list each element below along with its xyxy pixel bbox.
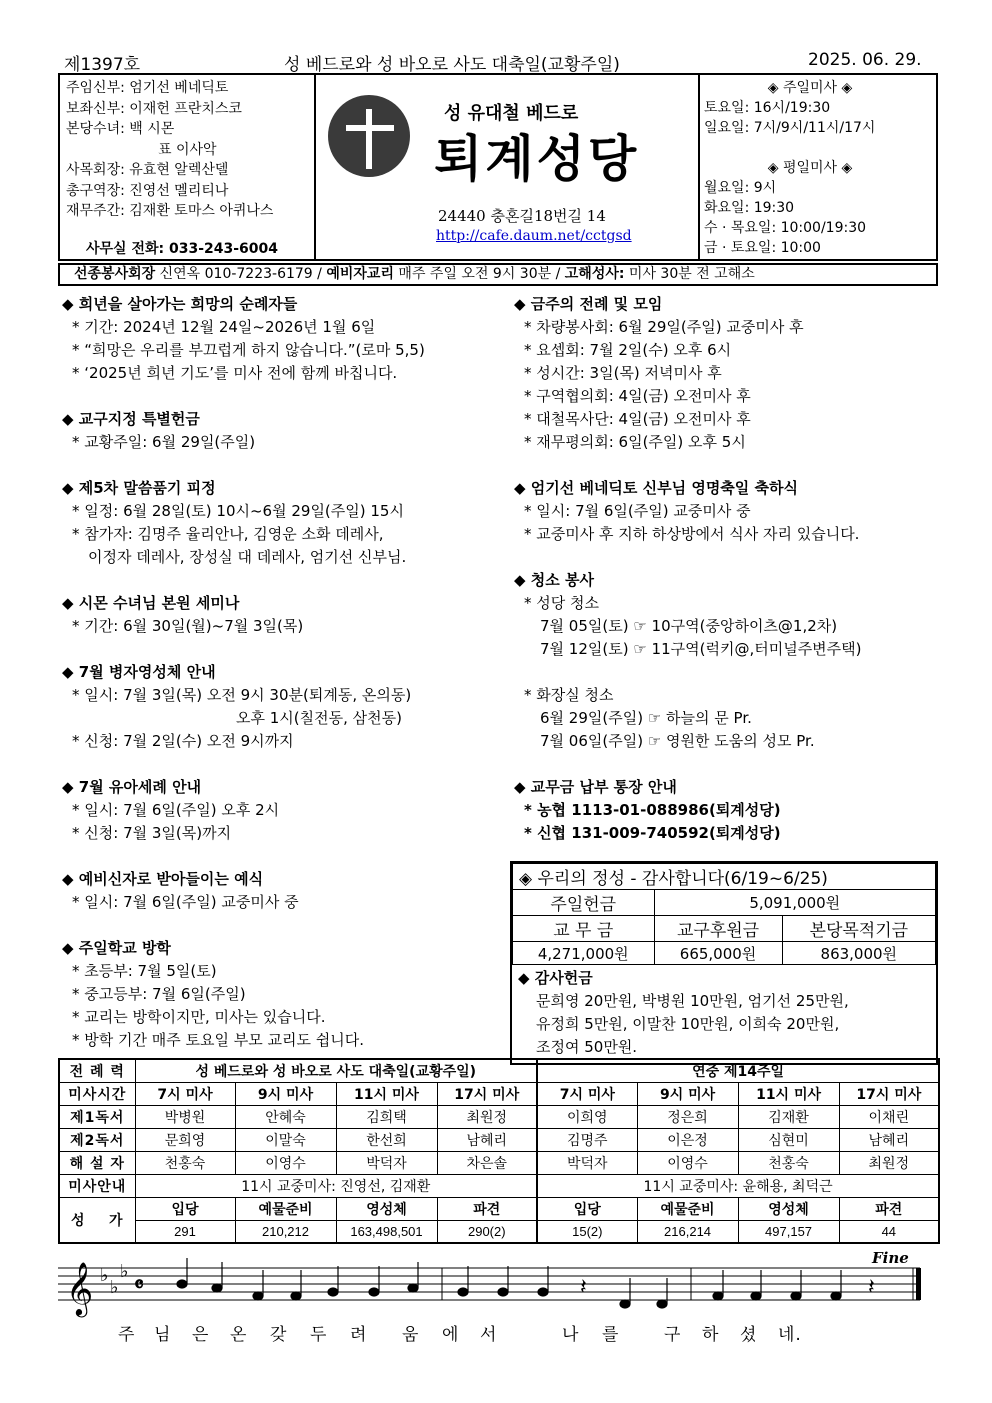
section-sick-communion: ◆ 7월 병자영성체 안내 * 일시: 7월 3일(목) 오전 9시 30분(퇴계동, 온의동) 오후 1시(칠전동, 삼천동) * 신청: 7월 2일(수) 오전 9시까지: [62, 663, 412, 750]
staff-row: 표 이사악: [158, 141, 217, 158]
row-label: 제2독서: [59, 1128, 135, 1151]
sunday-offering-label: 주일헌금: [513, 890, 655, 916]
donation-header: 교 무 금: [513, 916, 655, 942]
parish-subtitle: 성 유대철 베드로: [444, 103, 579, 124]
sunday-offering-value: 5,091,000원: [654, 890, 935, 916]
staff-row: 주임신부: 엄기선 베네딕토: [66, 80, 229, 96]
mass-line: 화요일: 19:30: [704, 200, 795, 216]
mass-line: 금 · 토요일: 10:00: [704, 240, 821, 256]
donation-value: 665,000원: [654, 942, 782, 965]
weekday-mass-title: ◈ 평일미사 ◈: [767, 160, 853, 176]
parish-address: 24440 충혼길18번길 14: [438, 207, 606, 225]
staff-list: [60, 75, 316, 259]
hymn-score: [58, 1248, 938, 1358]
info-bar: 선종봉사회장 신연옥 010-7223-6179 / 예비자교리 매주 주일 오전 9시 30분 / 고해성사: 미사 30분 전 고해소: [58, 263, 938, 286]
section-infant-baptism: ◆ 7월 유아세례 안내 * 일시: 7월 6일(주일) 오후 2시 * 신청: 7월 3일(목)까지: [62, 778, 280, 842]
cross-logo-icon: [328, 95, 410, 177]
parish-url-link[interactable]: http://cafe.daum.net/cctgsd: [436, 228, 632, 244]
issue-date: 2025. 06. 29.: [808, 50, 922, 70]
row-label: 성 가: [59, 1197, 135, 1243]
section-retreat: ◆ 제5차 말씀품기 피정 * 일정: 6월 28일(토) 10시~6월 29일(주일) 15시 * 참가자: 김명주 율리안나, 김영운 소화 데레사, 이정자 데레사, 장성실 대 데레사, 엄기선 신부님.: [62, 479, 407, 566]
svg-text:𝄴: 𝄴: [134, 1272, 144, 1298]
feast-title: 성 베드로와 성 바오로 사도 대축일(교황주일): [284, 55, 620, 75]
rest-icon: 𝄽: [868, 1275, 875, 1300]
sunday-mass-title: ◈ 주일미사 ◈: [767, 80, 853, 96]
staff-row: 보좌신부: 이재헌 프란치스코: [66, 100, 242, 117]
staff-row: 본당수녀: 백 시몬: [66, 121, 175, 137]
staff-row: 재무주간: 김재환 토마스 아퀴나스: [66, 203, 274, 219]
section-sunday-school: ◆ 주일학교 방학 * 초등부: 7월 5일(토) * 중고등부: 7월 6일(주일) * 교리는 방학이지만, 미사는 있습니다. * 방학 기간 매주 토요일 부모 교리도 쉽니다.: [62, 939, 364, 1049]
section-cleaning: ◆ 청소 봉사 * 성당 청소 7월 05일(토) ☞ 10구역(중앙하이츠@1,2차) 7월 12일(토) ☞ 11구역(럭키@,터미널주변주택) * 화장실 청소 6월 29일(주일) ☞ 하늘의 문 Pr. 7월 06일(주일) ☞ 영원한 도움의 성모 Pr.: [514, 571, 862, 750]
mass-line: 토요일: 16시/19:30: [704, 100, 831, 116]
masthead: [58, 73, 938, 261]
svg-text:♭: ♭: [110, 1277, 119, 1298]
row-label: 미사안내: [59, 1174, 135, 1197]
staff-row: 사목회장: 유효현 알렉산델: [66, 162, 229, 178]
fine-marking: Fine: [872, 1249, 909, 1267]
thanks-offering: ◆ 감사헌금 문희영 20만원, 박병원 10만원, 엄기선 25만원, 유정희 5만원, 이말찬 10만원, 이희숙 20만원, 조정여 50만원.: [518, 969, 849, 1056]
parish-logo-area: [316, 75, 698, 259]
row-label: 전 례 력: [59, 1059, 135, 1082]
row-label: 미사시간: [59, 1082, 135, 1105]
parish-name: 퇴계성당: [434, 130, 640, 188]
staff-row: 총구역장: 진영선 멜리티나: [66, 182, 229, 199]
section-seminar: ◆ 시몬 수녀님 본원 세미나 * 기간: 6월 30일(월)~7월 3일(목): [62, 594, 304, 635]
svg-text:♭: ♭: [120, 1261, 129, 1282]
issue-number: 제1397호: [64, 55, 141, 75]
office-phone: 사무실 전화: 033-243-6004: [86, 241, 278, 257]
section-special-collection: ◆ 교구지정 특별헌금 * 교황주일: 6월 29일(주일): [62, 410, 256, 451]
section-bank-accounts: ◆ 교무금 납부 통장 안내 * 농협 1113-01-088986(퇴계성당) * 신협 131-009-740592(퇴계성당): [514, 778, 781, 842]
section-feast-celebration: ◆ 엄기선 베네딕토 신부님 영명축일 축하식 * 일시: 7월 6일(주일) 교중미사 중 * 교중미사 후 지하 하상방에서 식사 자리 있습니다.: [514, 479, 860, 543]
week-title: 연중 제14주일: [537, 1059, 939, 1082]
section-jubilee: ◆ 희년을 살아가는 희망의 순례자들 * 기간: 2024년 12월 24일~2026년 1월 6일 * “희망은 우리를 부끄럽게 하지 않습니다.”(로마 5,5) * ‘2025년 희년 기도’를 미사 전에 함께 바칩니다.: [62, 295, 425, 382]
donation-value: 863,000원: [782, 942, 935, 965]
liturgy-schedule: 전 례 력 성 베드로와 성 바오로 사도 대축일(교황주일) 연중 제14주일 미사시간 7시 미사 9시 미사 11시 미사 17시 미사 7시 미사 9시 미사 11시 미사 17시 미사 제1독서 박병원 안혜숙 김희택 최원정 이희영 정은희 김재환 이채린 제2독서 문희영 이말숙 한선희 남혜리 김명주 이은정 심현미 남혜리 해 설 자 천홍숙 이영수 박덕자 차은솔 박덕자 이영수 천홍숙 최원정 미사안내 11시 교중미사: 진영선, 김재환 11시 교중미사: 윤해용, 최덕근 성 가 입당 예물준비 영성체 파견 입당 예물준비 영성체 파견 291 210,212 163,498,501 290(2) 15(2) 216,214 497,157 44: [58, 1058, 938, 1244]
rest-icon: 𝄽: [580, 1275, 587, 1300]
row-label: 해 설 자: [59, 1151, 135, 1174]
donation-header: 교구후원금: [654, 916, 782, 942]
mass-line: 수 · 목요일: 10:00/19:30: [704, 220, 867, 236]
donation-header: 본당목적기금: [782, 916, 935, 942]
mass-info: 11시 교중미사: 윤해용, 최덕근: [537, 1174, 939, 1197]
section-catechumen-rite: ◆ 예비신자로 받아들이는 예식 * 일시: 7월 6일(주일) 교중미사 중: [62, 870, 299, 911]
week-title: 성 베드로와 성 바오로 사도 대축일(교황주일): [135, 1059, 537, 1082]
section-weekly-meetings: ◆ 금주의 전례 및 모임 * 차량봉사회: 6월 29일(주일) 교중미사 후 * 요셉회: 7월 2일(수) 오후 6시 * 성시간: 3일(목) 저녁미사 후 * 구역협의회: 4일(금) 오전미사 후 * 대철목사단: 4일(금) 오전미사 후 * 재무평의회: 6일(주일) 오후 5시: [514, 295, 804, 451]
mass-line: 일요일: 7시/9시/11시/17시: [704, 120, 876, 136]
donation-box: [510, 861, 938, 1065]
donation-value: 4,271,000원: [513, 942, 655, 965]
row-label: 제1독서: [59, 1105, 135, 1128]
mass-info: 11시 교중미사: 진영선, 김재환: [135, 1174, 537, 1197]
donation-title: ◈ 우리의 정성 - 감사합니다(6/19~6/25): [513, 864, 936, 890]
mass-times: [698, 75, 936, 259]
treble-clef-icon: 𝄞: [66, 1261, 94, 1315]
svg-text:♭: ♭: [100, 1265, 109, 1286]
mass-line: 월요일: 9시: [704, 180, 777, 196]
